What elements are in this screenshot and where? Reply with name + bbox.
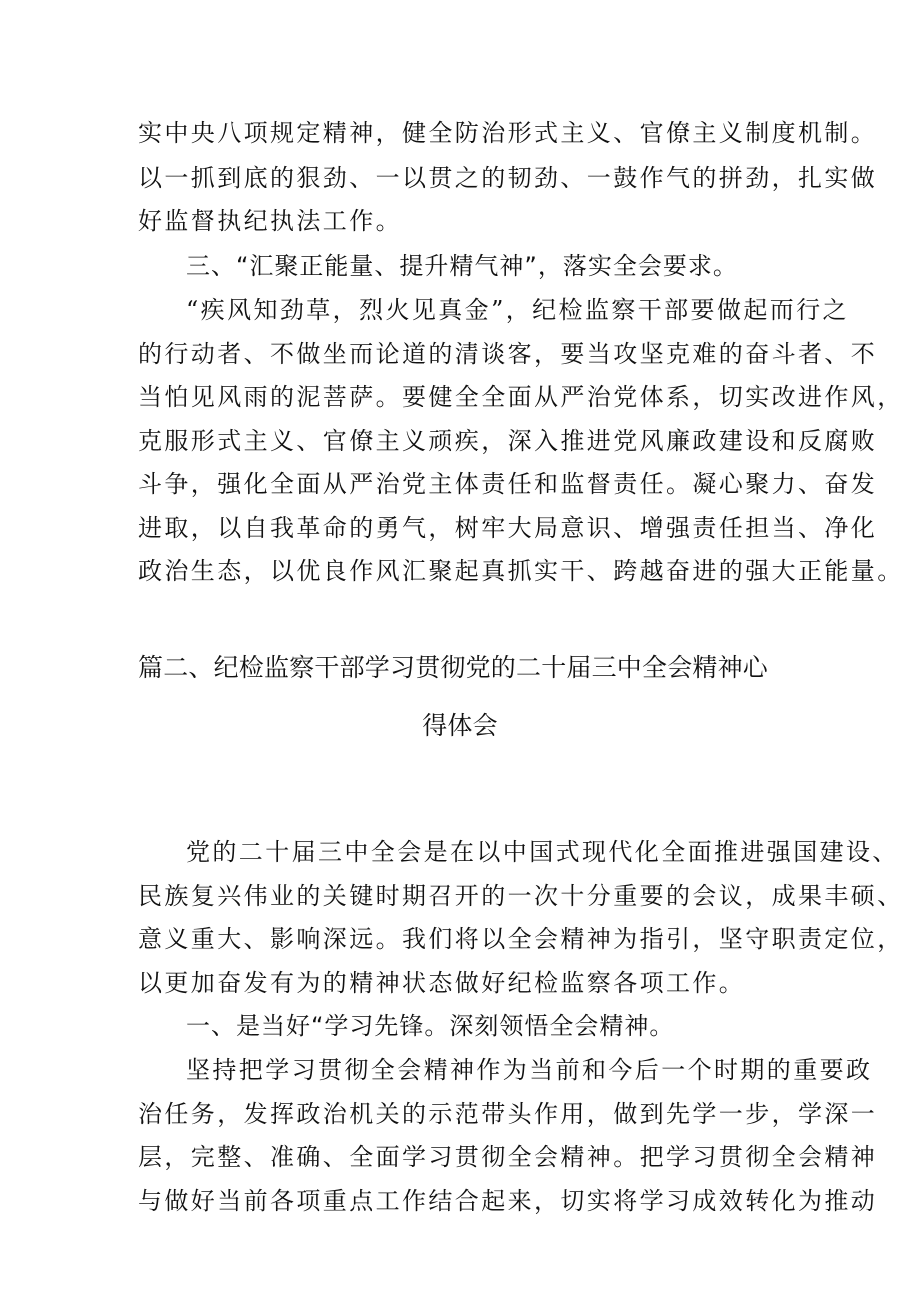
section-heading: 一、是当好“学习先锋。深刻领悟全会精神。 <box>186 1012 675 1040</box>
paragraph-line: 以更加奋发有为的精神状态做好纪检监察各项工作。 <box>138 969 746 997</box>
paragraph-line: 斗争，强化全面从严治党主体责任和监督责任。凝心聚力、奋发 <box>138 470 878 498</box>
paragraph-line: 好监督执纪执法工作。 <box>138 207 402 235</box>
section-heading: 三、“汇聚正能量、提升精气神”，落实全会要求。 <box>186 252 738 280</box>
paragraph-line: 党的二十届三中全会是在以中国式现代化全面推进强国建设、 <box>186 838 899 866</box>
paragraph-line: 与做好当前各项重点工作结合起来，切实将学习成效转化为推动 <box>138 1187 878 1215</box>
article-title-continued: 得体会 <box>422 711 498 740</box>
paragraph-line: 克服形式主义、官僚主义顽疾，深入推进党风廉政建设和反腐败 <box>138 427 878 455</box>
paragraph-line: 层，完整、准确、全面学习贯彻全会精神。把学习贯彻全会精神 <box>138 1143 878 1171</box>
paragraph-line: 坚持把学习贯彻全会精神作为当前和今后一个时期的重要政 <box>186 1056 873 1084</box>
paragraph-line: “疾风知劲草，烈火见真金”，纪检监察干部要做起而行之 <box>186 296 849 324</box>
paragraph-line: 治任务，发挥政治机关的示范带头作用，做到先学一步，学深一 <box>138 1100 878 1128</box>
paragraph-line: 的行动者、不做坐而论道的清谈客，要当攻坚克难的奋斗者、不 <box>138 340 878 368</box>
paragraph-line: 意义重大、影响深远。我们将以全会精神为指引，坚守职责定位， <box>138 925 904 953</box>
article-title: 篇二、纪检监察干部学习贯彻党的二十届三中全会精神心 <box>138 653 769 682</box>
paragraph-line: 实中央八项规定精神，健全防治形式主义、官僚主义制度机制。 <box>138 119 878 147</box>
paragraph-line: 民族复兴伟业的关键时期召开的一次十分重要的会议，成果丰硕、 <box>138 882 904 910</box>
paragraph-line: 进取，以自我革命的勇气，树牢大局意识、增强责任担当、净化 <box>138 514 878 542</box>
paragraph-line: 政治生态，以优良作风汇聚起真抓实干、跨越奋进的强大正能量。 <box>138 557 904 585</box>
paragraph-line: 当怕见风雨的泥菩萨。要健全全面从严治党体系，切实改进作风， <box>138 383 904 411</box>
paragraph-line: 以一抓到底的狠劲、一以贯之的韧劲、一鼓作气的拼劲，扎实做 <box>138 164 878 192</box>
